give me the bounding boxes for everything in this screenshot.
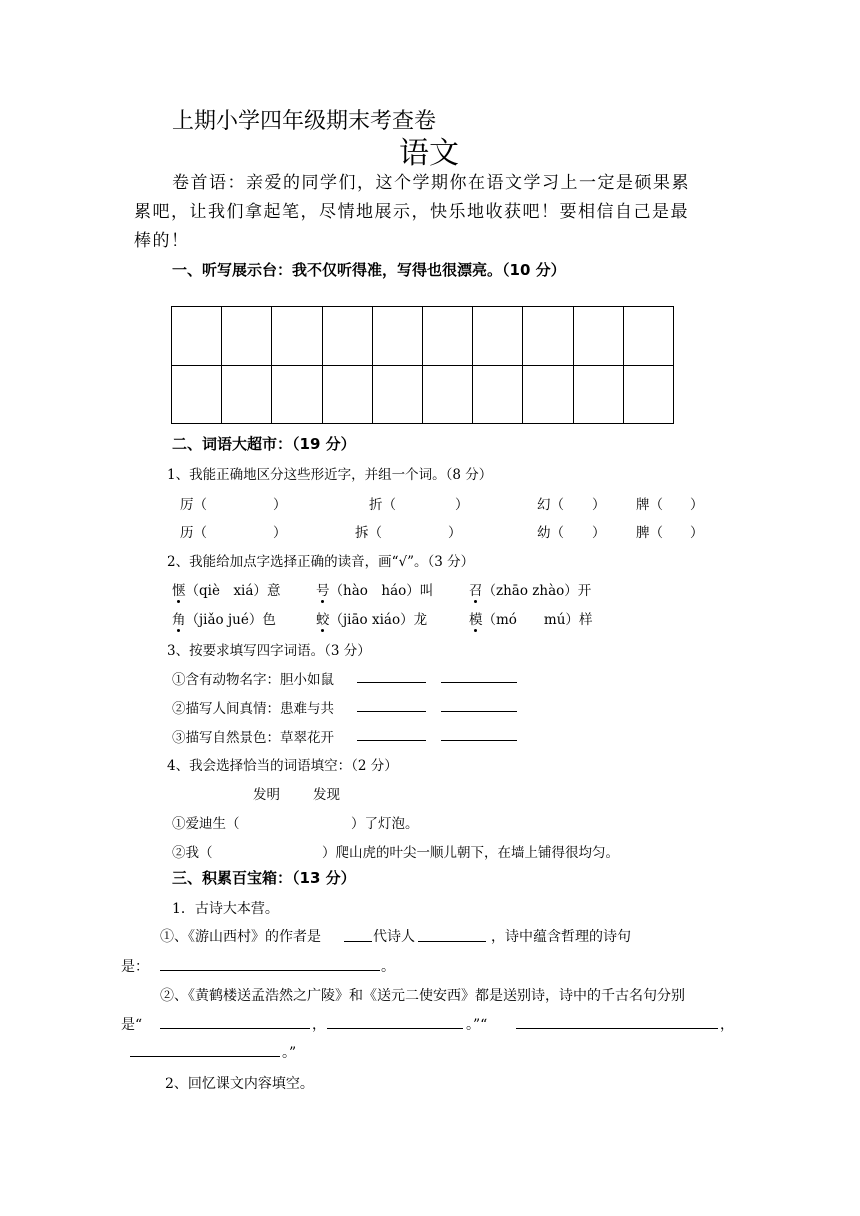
q3-1-prompt: 1．古诗大本营。 bbox=[172, 901, 279, 917]
answer-blank[interactable] bbox=[327, 1028, 463, 1029]
grid-cell[interactable] bbox=[172, 365, 222, 424]
word-rest: 意 bbox=[266, 583, 281, 599]
word-pair-you: 幼（ bbox=[537, 525, 564, 541]
grid-cell[interactable] bbox=[623, 365, 673, 424]
pinyin-options[interactable]: （hào háo） bbox=[329, 583, 420, 599]
answer-blank[interactable] bbox=[357, 711, 426, 712]
grid-cell[interactable] bbox=[172, 307, 222, 366]
q2-1-prompt: 1、我能正确地区分这些形近字，并组一个词。（8 分） bbox=[167, 467, 493, 483]
pinyin-options[interactable]: （jiǎo jué） bbox=[185, 612, 263, 628]
pinyin-item[interactable] bbox=[316, 579, 433, 599]
answer-blank[interactable] bbox=[160, 970, 380, 971]
option-faxian: 发现 bbox=[313, 787, 340, 803]
word-rest: 龙 bbox=[413, 612, 428, 628]
answer-blank[interactable] bbox=[516, 1028, 718, 1029]
fill-sentence-1-end: ）了灯泡。 bbox=[351, 816, 419, 832]
grid-cell[interactable] bbox=[473, 307, 523, 366]
pinyin-options[interactable]: （zhāo zhào） bbox=[482, 583, 578, 599]
grid-cell[interactable] bbox=[573, 365, 623, 424]
answer-blank[interactable] bbox=[344, 941, 372, 942]
q2-2-prompt: 2、我能给加点字选择正确的读音，画“√”。（3 分） bbox=[167, 554, 475, 570]
answer-blank[interactable] bbox=[441, 711, 517, 712]
word-rest: 样 bbox=[578, 612, 593, 628]
answer-blank[interactable] bbox=[357, 740, 426, 741]
word-rest: 色 bbox=[262, 612, 276, 628]
paren-close: ） bbox=[690, 497, 704, 513]
poem-author-label: ①、《游山西村》的作者是 bbox=[160, 929, 321, 945]
grid-cell[interactable] bbox=[372, 365, 422, 424]
paren-close: ） bbox=[690, 525, 704, 541]
poem-author-end: ，诗中蕴含哲理的诗句 bbox=[491, 929, 631, 945]
pinyin-item[interactable] bbox=[469, 608, 592, 628]
section-1-title: 一、听写展示台：我不仅听得准，写得也很漂亮。（10 分） bbox=[172, 261, 566, 279]
answer-blank[interactable] bbox=[357, 682, 426, 683]
grid-row bbox=[172, 307, 674, 366]
grid-cell[interactable] bbox=[573, 307, 623, 366]
grid-cell[interactable] bbox=[272, 365, 322, 424]
grid-cell[interactable] bbox=[222, 365, 272, 424]
section-2-title: 二、词语大超市：（19 分） bbox=[172, 435, 356, 453]
grid-cell[interactable] bbox=[272, 307, 322, 366]
intro-line-2: 累吧，让我们拿起笔，尽情地展示，快乐地收获吧！要相信自己是最 bbox=[134, 202, 689, 222]
option-faming: 发明 bbox=[253, 787, 280, 803]
paren-close: ） bbox=[273, 497, 287, 513]
dotted-char: 角 bbox=[172, 612, 186, 628]
word-pair-pi: 脾（ bbox=[636, 525, 663, 541]
grid-cell[interactable] bbox=[523, 365, 573, 424]
pinyin-item[interactable] bbox=[316, 608, 427, 628]
exam-title: 上期小学四年级期末考查卷 bbox=[172, 109, 437, 134]
intro-line-3: 棒的！ bbox=[134, 231, 190, 251]
grid-cell[interactable] bbox=[322, 307, 372, 366]
paren-close: ） bbox=[592, 525, 606, 541]
paren-close: ） bbox=[592, 497, 606, 513]
pinyin-options[interactable]: （jiāo xiáo） bbox=[329, 612, 414, 628]
section-3-title: 三、积累百宝箱：（13 分） bbox=[172, 869, 356, 887]
grid-cell[interactable] bbox=[422, 307, 472, 366]
word-pair-huan: 幻（ bbox=[537, 497, 564, 513]
fill-sentence-1: ①爱迪生（ bbox=[172, 816, 240, 832]
grid-cell[interactable] bbox=[372, 307, 422, 366]
word-pair-pai: 牌（ bbox=[636, 497, 663, 513]
word-pair-zhe: 折（ bbox=[369, 497, 396, 513]
paren-close: ） bbox=[273, 525, 287, 541]
dotted-char: 召 bbox=[469, 583, 483, 599]
word-pair-li: 厉（ bbox=[180, 497, 207, 513]
intro-line-1: 卷首语：亲爱的同学们，这个学期你在语文学习上一定是硕果累 bbox=[172, 173, 690, 193]
farewell-poem-text: ②、《黄鹤楼送孟浩然之广陵》和《送元二使安西》都是送别诗，诗中的千古名句分别 bbox=[160, 988, 685, 1004]
grid-cell[interactable] bbox=[422, 365, 472, 424]
dotted-char: 模 bbox=[469, 612, 483, 628]
q2-3-prompt: 3、按要求填写四字词语。（3 分） bbox=[167, 643, 371, 659]
word-rest: 开 bbox=[577, 583, 592, 599]
word-rest: 叫 bbox=[419, 583, 434, 599]
idiom-animal: ①含有动物名字：胆小如鼠 bbox=[172, 672, 334, 688]
punctuation: 。 bbox=[381, 959, 395, 975]
punctuation: 。” bbox=[282, 1045, 297, 1061]
grid-cell[interactable] bbox=[523, 307, 573, 366]
paren-close: ） bbox=[448, 525, 462, 541]
pinyin-options[interactable]: （qiè xiá） bbox=[185, 583, 267, 599]
poem-author-mid: 代诗人 bbox=[373, 929, 415, 945]
word-pair-li2: 历（ bbox=[180, 525, 207, 541]
answer-blank[interactable] bbox=[441, 682, 517, 683]
grid-cell[interactable] bbox=[322, 365, 372, 424]
pinyin-item[interactable] bbox=[469, 579, 591, 599]
paren-close: ） bbox=[455, 497, 469, 513]
answer-blank[interactable] bbox=[418, 941, 486, 942]
grid-cell[interactable] bbox=[623, 307, 673, 366]
subject-title: 语文 bbox=[399, 136, 459, 171]
grid-row bbox=[172, 365, 674, 424]
answer-blank[interactable] bbox=[130, 1056, 280, 1057]
word-pair-chai: 拆（ bbox=[355, 525, 382, 541]
grid-cell[interactable] bbox=[473, 365, 523, 424]
q3-2-prompt: 2、回忆课文内容填空。 bbox=[165, 1076, 314, 1092]
dotted-char: 蛟 bbox=[316, 612, 330, 628]
idiom-feeling: ②描写人间真情：患难与共 bbox=[172, 701, 334, 717]
fill-sentence-2-end: ）爬山虎的叶尖一顺儿朝下，在墙上铺得很均匀。 bbox=[322, 845, 619, 861]
answer-blank[interactable] bbox=[160, 1028, 310, 1029]
q2-4-prompt: 4、我会选择恰当的词语填空：（2 分） bbox=[167, 758, 398, 774]
punctuation: ， bbox=[720, 1017, 734, 1033]
grid-cell[interactable] bbox=[222, 307, 272, 366]
pinyin-item[interactable] bbox=[172, 579, 280, 599]
dotted-char: 惬 bbox=[172, 583, 186, 599]
dotted-char: 号 bbox=[316, 583, 330, 599]
punctuation: 。”“ bbox=[466, 1017, 488, 1033]
dictation-grid[interactable] bbox=[171, 306, 674, 424]
punctuation: ， bbox=[312, 1017, 326, 1033]
poem-line-label: 是： bbox=[121, 959, 149, 975]
pinyin-item[interactable] bbox=[172, 608, 276, 628]
pinyin-options[interactable]: （mó mú） bbox=[482, 612, 579, 628]
idiom-nature: ③描写自然景色：草翠花开 bbox=[172, 730, 334, 746]
fill-sentence-2: ②我（ bbox=[172, 845, 213, 861]
answer-blank[interactable] bbox=[441, 740, 517, 741]
farewell-label: 是“ bbox=[121, 1017, 143, 1033]
